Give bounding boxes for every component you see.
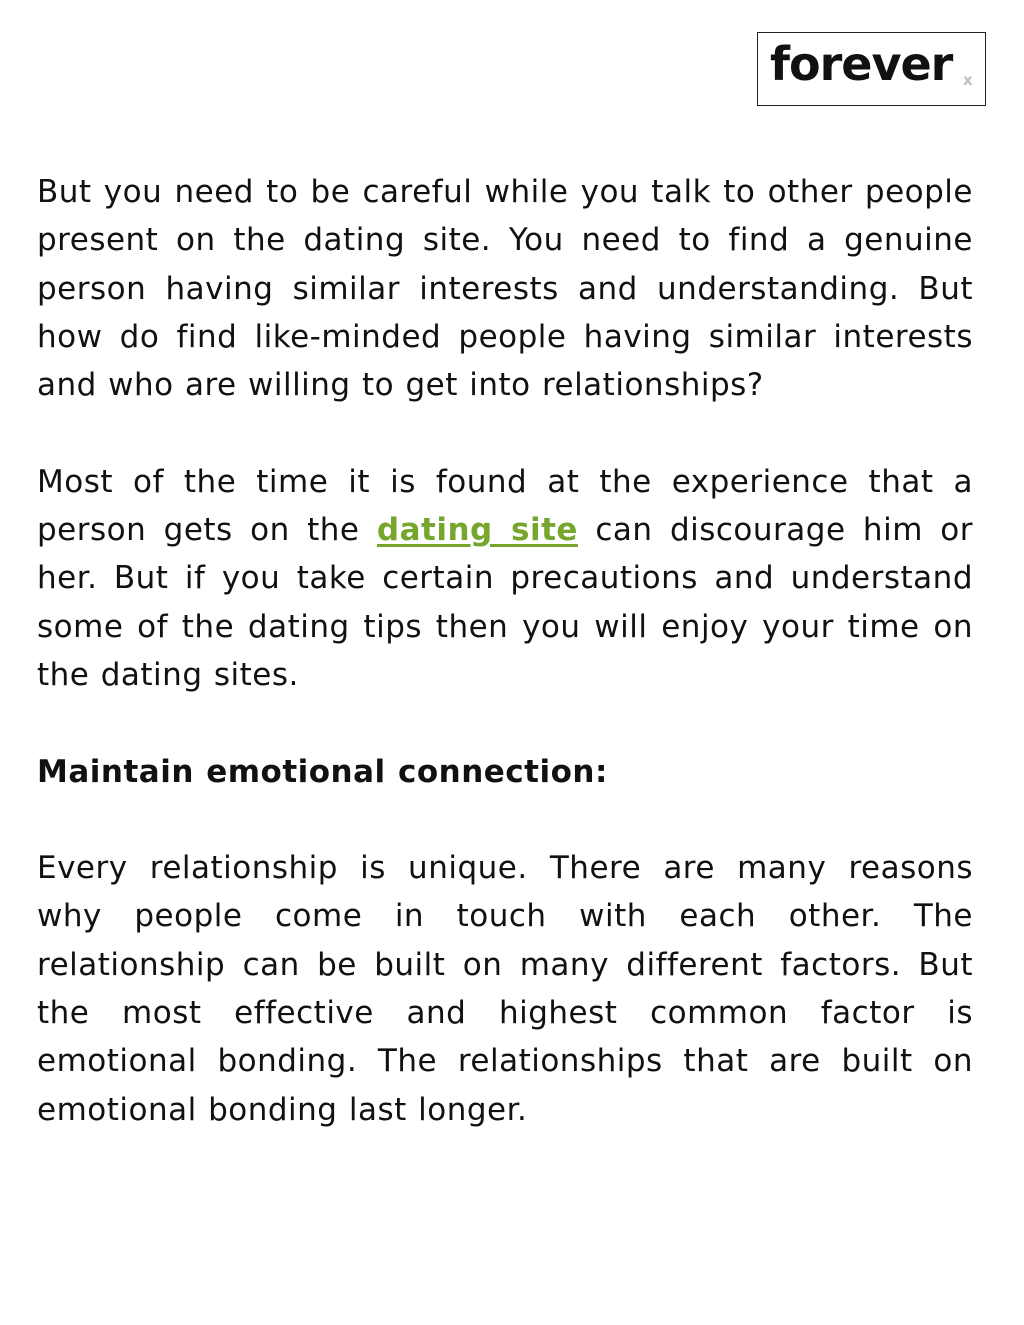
logo-wordmark: forever [770, 37, 953, 91]
paragraph-experience [37, 458, 973, 699]
article-body [37, 168, 973, 1134]
paragraph-spacer [37, 409, 973, 457]
dating-site-link[interactable]: dating site [376, 512, 578, 549]
paragraph-experience-start: Most of the time it is found at the experience that a person gets on the [37, 463, 973, 549]
section-heading: Maintain emotional connection: [37, 753, 608, 790]
logo-suffix: x [963, 71, 973, 89]
paragraph-intro: But you need to be careful while you talk to other people present on the dating site. You need to find a genuine person having similar interests and understanding. But how do find like-minded people having similar interests and who are willing to get into relationships? [37, 174, 973, 404]
paragraph-relationship: Every relationship is unique. There are many reasons why people come in touch with each other. The relationship can be built on many different factors. But the most effective and highest common factor is emotional bonding. The relationships that are built on emotional bonding last longer. [37, 850, 973, 1128]
paragraph-spacer [37, 796, 973, 844]
paragraph-experience-end: can discourage him or her. But if you take certain precautions and understand some of the dating tips then you will enjoy your time on the dating sites. [37, 512, 973, 693]
paragraph-spacer [37, 699, 973, 747]
forever-logo [757, 32, 986, 106]
